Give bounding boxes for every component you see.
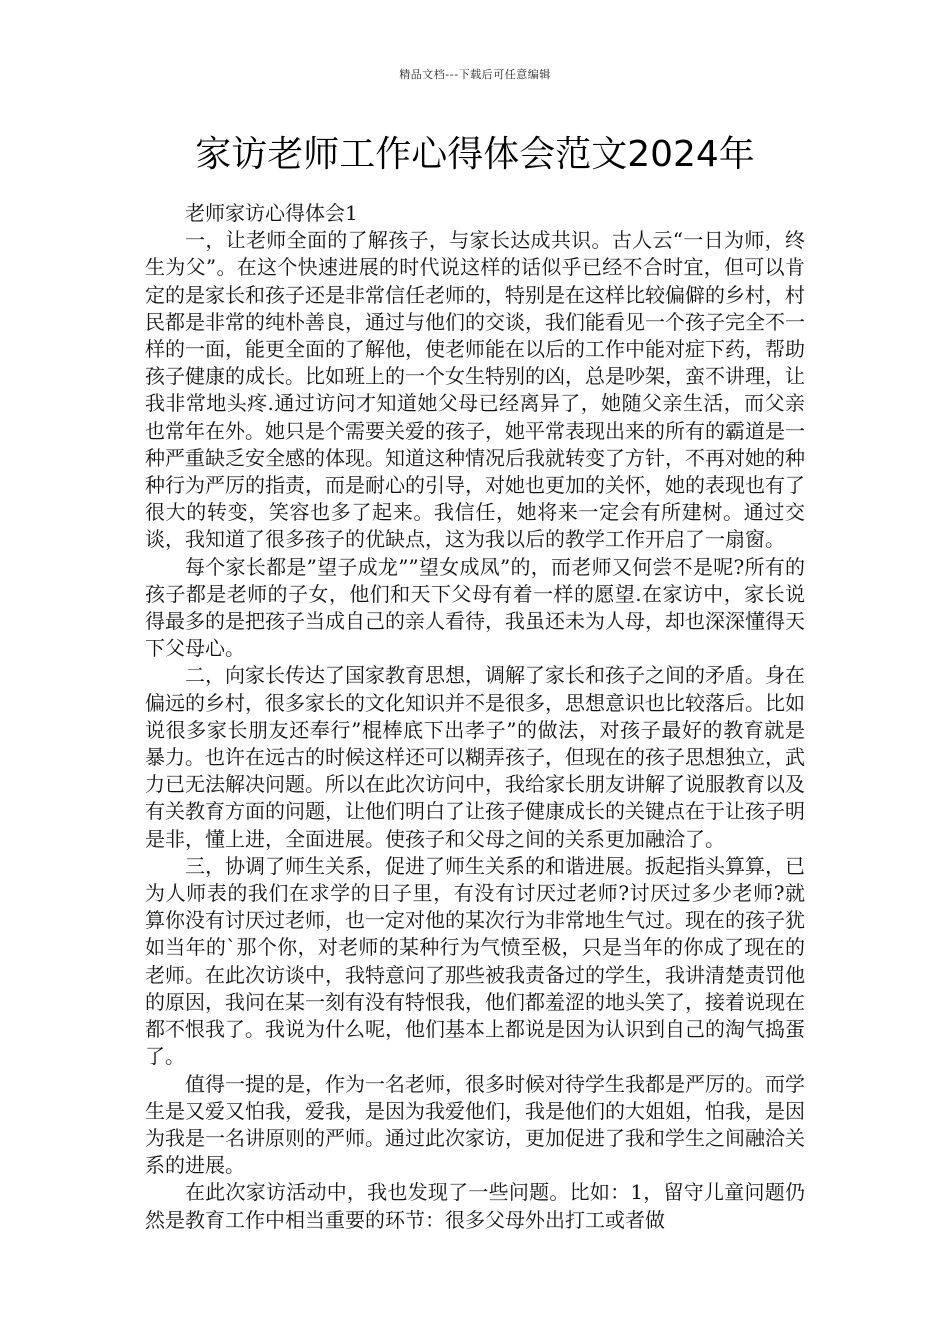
paragraph: 值得一提的是，作为一名老师，很多时候对待学生我都是严厉的。而学生是又爱又怕我，爱我，是因为我爱他们，我是他们的大姐姐，怕我，是因为我是一名讲原则的严师。通过此次家访，更加促进了我和学生之间融洽关系的进展。 — [145, 1071, 805, 1178]
document-body — [145, 200, 805, 1234]
page-header-note: 精品文档---下载后可任意编辑 — [399, 68, 551, 81]
document-title: 家访老师工作心得体会范文2024年 — [195, 134, 755, 175]
paragraph: 一，让老师全面的了解孩子，与家长达成共识。古人云“一日为师，终生为父”。在这个快速进展的时代说这样的话似乎已经不合时宜，但可以肯定的是家长和孩子还是非常信任老师的，特别是在这样比较偏僻的乡村，村民都是非常的纯朴善良，通过与他们的交谈，我们能看见一个孩子完全不一样的一面，能更全面的了解他，使老师能在以后的工作中能对症下药，帮助孩子健康的成长。比如班上的一个女生特别的凶，总是吵架，蛮不讲理，让我非常地头疼.通过访问才知道她父母已经离异了，她随父亲生活，而父亲也常年在外。她只是个需要关爱的孩子，她平常表现出来的所有的霸道是一种严重缺乏安全感的体现。知道这种情况后我就转变了方针，不再对她的种种行为严厉的指责，而是耐心的引导，对她也更加的关怀，她的表现也有了很大的转变，笑容也多了起来。我信任，她将来一定会有所建树。通过交谈，我知道了很多孩子的优缺点，这为我以后的教学工作开启了一扇窗。 — [145, 228, 805, 552]
paragraph: 三，协调了师生关系，促进了师生关系的和谐进展。扳起指头算算，已为人师表的我们在求学的日子里，有没有讨厌过老师?讨厌过多少老师?就算你没有讨厌过老师，也一定对他的某次行为非常地生气过。现在的孩子犹如当年的`那个你，对老师的某种行为气愤至极，只是当年的你成了现在的老师。在此次访谈中，我特意问了那些被我责备过的学生，我讲清楚责罚他的原因，我问在某一刻有没有特恨我，他们都羞涩的地头笑了，接着说现在都不恨我了。我说为什么呢，他们基本上都说是因为认识到自己的淘气捣蛋了。 — [145, 853, 805, 1069]
paragraph: 在此次家访活动中，我也发现了一些问题。比如：1，留守儿童问题仍然是教育工作中相当重要的环节：很多父母外出打工或者做 — [145, 1180, 805, 1232]
paragraph: 每个家长都是”望子成龙””望女成凤”的，而老师又何尝不是呢?所有的孩子都是老师的子女，他们和天下父母有着一样的愿望.在家访中，家长说得最多的是把孩子当成自己的亲人看待，我虽还未为人母，却也深深懂得天下父母心。 — [145, 554, 805, 661]
section-heading: 老师家访心得体会1 — [185, 201, 358, 225]
paragraph: 二，向家长传达了国家教育思想，调解了家长和孩子之间的矛盾。身在偏远的乡村，很多家长的文化知识并不是很多，思想意识也比较落后。比如说很多家长朋友还奉行”棍棒底下出孝子”的做法，对孩子最好的教育就是暴力。也许在远古的时候这样还可以糊弄孩子，但现在的孩子思想独立，武力已无法解决问题。所以在此次访问中，我给家长朋友讲解了说服教育以及有关教育方面的问题，让他们明白了让孩子健康成长的关键点在于让孩子明是非，懂上进，全面进展。使孩子和父母之间的关系更加融洽了。 — [145, 663, 805, 851]
